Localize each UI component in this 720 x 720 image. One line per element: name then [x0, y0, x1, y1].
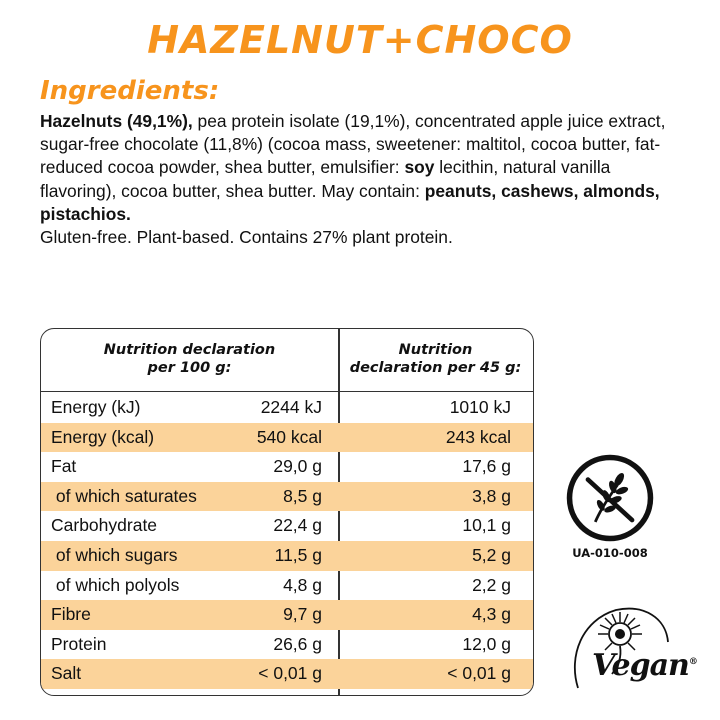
nutrition-row: [41, 482, 533, 512]
nutrient-label: of which sugars: [51, 544, 178, 565]
page-title: HAZELNUT+CHOCO: [147, 18, 573, 62]
ingredients-heading: Ingredients:: [40, 76, 220, 106]
value-per-45g: 243 kcal: [445, 426, 511, 447]
nutrient-label: Energy (kcal): [51, 426, 155, 447]
nutrition-row: [41, 423, 533, 453]
value-per-45g: 1010 kJ: [449, 397, 511, 417]
nutrient-label: Fibre: [51, 604, 91, 625]
nutrient-label: Protein: [51, 633, 107, 654]
value-per-100g: < 0,01 g: [258, 663, 322, 684]
nutrition-row: [41, 571, 533, 601]
nutrition-row: [41, 659, 533, 689]
nutrition-row: [41, 393, 533, 423]
value-per-100g: 26,6 g: [273, 633, 322, 654]
vegan-badge: [564, 596, 697, 700]
nutrient-label: Energy (kJ): [51, 397, 141, 417]
value-per-45g: < 0,01 g: [447, 663, 511, 684]
registered-mark: ®: [688, 657, 697, 667]
crossed-grain-icon: [564, 452, 656, 544]
nutrient-label: of which polyols: [51, 574, 180, 595]
ingredients-part: peanuts, cashews, almonds, pistachios.: [40, 180, 660, 224]
nutrition-row: [41, 600, 533, 630]
nutrient-label: Carbohydrate: [51, 515, 158, 536]
value-per-45g: 17,6 g: [462, 456, 511, 477]
nutrition-row: [41, 541, 533, 571]
value-per-45g: 5,2 g: [472, 544, 511, 565]
ingredients-part: soy: [404, 157, 435, 178]
gluten-free-code: UA-010-008: [572, 546, 648, 560]
value-per-100g: 2244 kJ: [260, 397, 322, 417]
value-per-100g: 4,8 g: [283, 574, 322, 595]
nutrition-row: [41, 452, 533, 482]
header-per-45g: [338, 341, 533, 377]
value-per-45g: 3,8 g: [472, 485, 511, 506]
nutrient-label: Fat: [51, 456, 77, 477]
nutrition-row: [41, 630, 533, 660]
nutrition-rows: [41, 393, 533, 689]
value-per-45g: 12,0 g: [462, 633, 511, 654]
value-per-100g: 8,5 g: [283, 485, 322, 506]
value-per-100g: 540 kcal: [256, 426, 322, 447]
ingredients-note: Gluten-free. Plant-based. Contains 27% plant protein.: [40, 227, 453, 248]
gluten-free-badge: [560, 452, 660, 560]
header-per-100g: [41, 341, 338, 377]
ingredients-part: pea protein isolate (19,1%), concentrated apple juice extract, sugar-free chocolate (11,8%) (cocoa mass, sweetener: maltitol, cocoa butter, fat-reduced cocoa powder, shea butter, emulsifier:: [40, 111, 666, 178]
value-per-100g: 29,0 g: [273, 456, 322, 477]
value-per-45g: 4,3 g: [472, 604, 511, 625]
value-per-100g: 9,7 g: [283, 604, 322, 625]
ingredients-part: Hazelnuts (49,1%),: [40, 111, 193, 131]
value-per-45g: 2,2 g: [472, 574, 511, 595]
nutrient-label: Salt: [51, 663, 82, 684]
header-per-45g-line1: Nutrition: [398, 342, 473, 358]
ingredients-list: [40, 111, 665, 224]
value-per-100g: 22,4 g: [273, 515, 322, 536]
vegan-logo-text: [592, 648, 697, 683]
header-per-100g-line1: Nutrition declaration: [103, 342, 276, 358]
nutrition-table-header: [41, 329, 533, 392]
vegan-word: Vegan: [592, 648, 689, 683]
nutrient-label: of which saturates: [51, 485, 197, 506]
value-per-100g: 11,5 g: [274, 544, 322, 565]
nutrition-table: [40, 328, 534, 696]
nutrition-row: [41, 511, 533, 541]
header-per-100g-line2: per 100 g:: [147, 360, 232, 376]
ingredients-part: lecithin, natural vanilla flavoring), cocoa butter, shea butter. May contain:: [40, 157, 611, 201]
header-per-45g-line2: declaration per 45 g:: [349, 360, 522, 376]
value-per-45g: 10,1 g: [462, 515, 511, 536]
ingredients-text: [40, 110, 690, 249]
